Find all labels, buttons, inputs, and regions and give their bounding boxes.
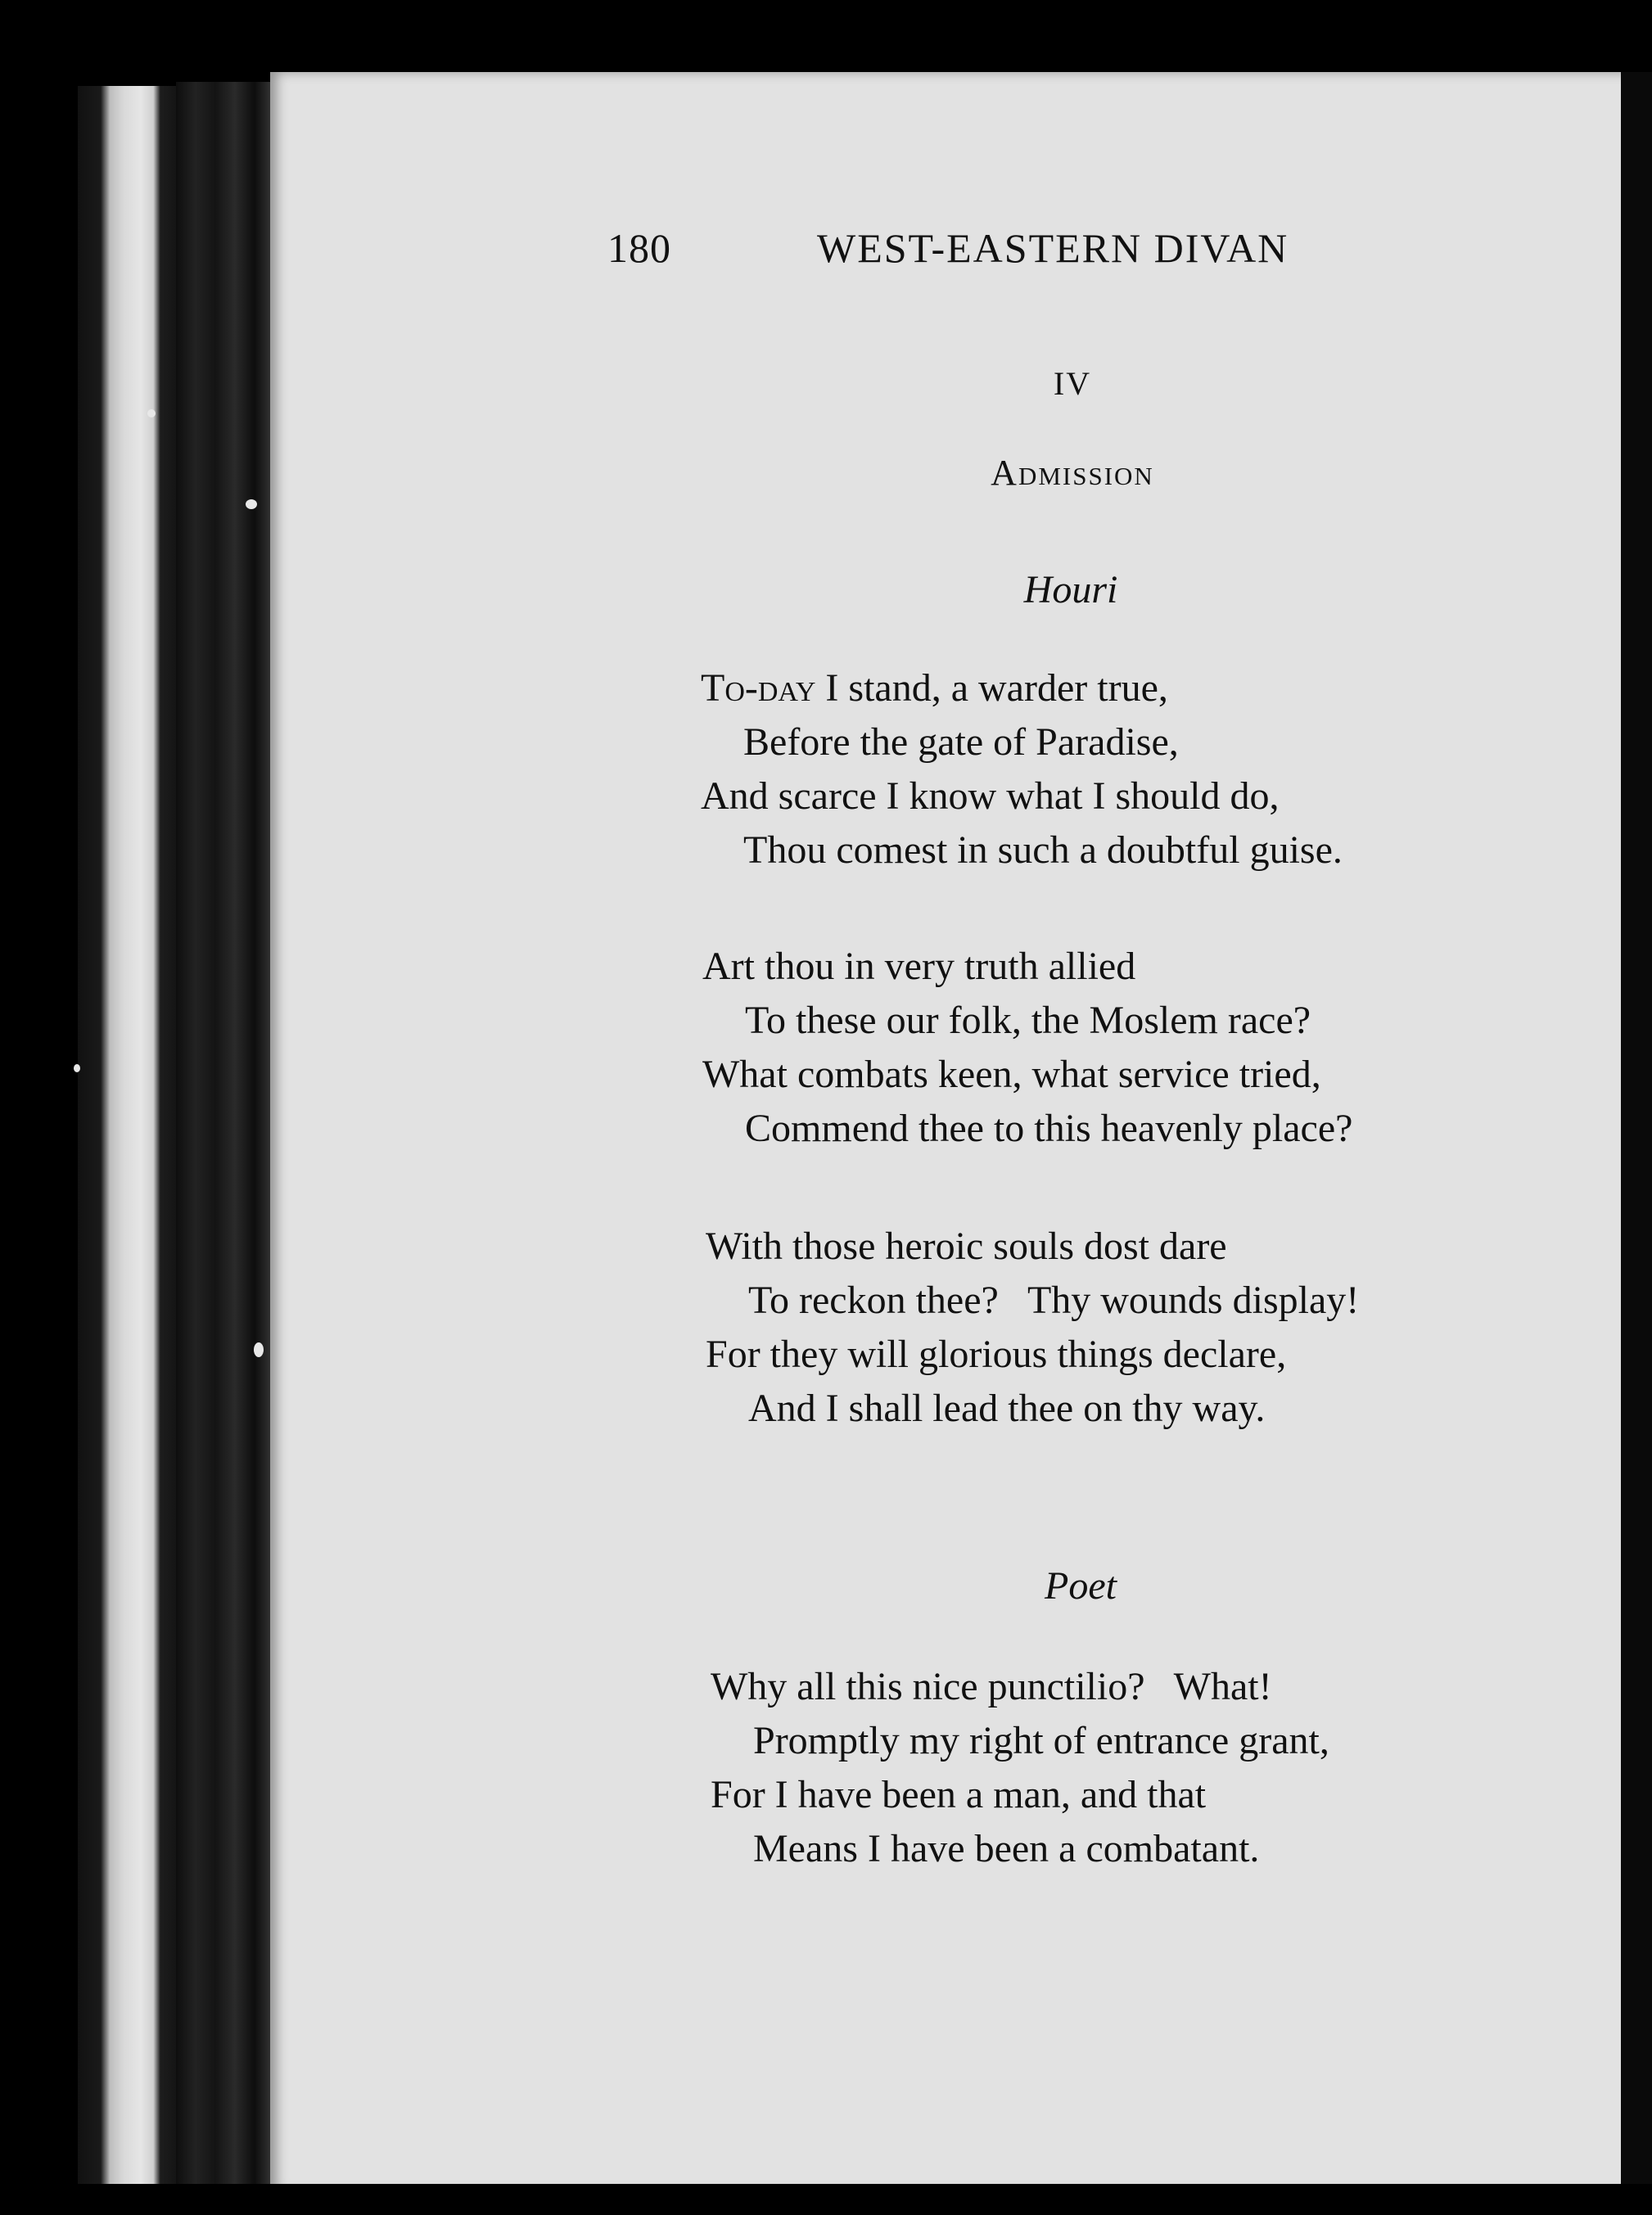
scan-speck (254, 1342, 264, 1357)
verse-line: With those heroic souls dost dare (706, 1225, 1227, 1268)
book-fore-edge (78, 86, 192, 2198)
stanza-3 (706, 1220, 1359, 1436)
verse-line (701, 661, 1343, 715)
scan-border-right (1621, 72, 1652, 2192)
section-number: IV (1053, 365, 1092, 402)
verse-line: Commend thee to this heavenly place? (745, 1107, 1353, 1150)
page-number: 180 (607, 225, 671, 271)
verse-line-text: I stand, a warder true, (815, 666, 1168, 710)
stanza-4 (711, 1660, 1329, 1876)
speaker-houri: Houri (1023, 568, 1118, 611)
verse-line: What combats keen, what service tried, (702, 1053, 1321, 1096)
verse-line: For they will glorious things declare, (706, 1333, 1287, 1376)
verse-line: To reckon thee? Thy wounds display! (748, 1279, 1360, 1322)
verse-line: Means I have been a combatant. (753, 1827, 1260, 1870)
scan-speck (246, 499, 257, 509)
stanza-2 (702, 940, 1352, 1156)
scan-border-bottom (0, 2184, 1652, 2215)
verse-line: And scarce I know what I should do, (701, 774, 1280, 818)
verse-line: Before the gate of Paradise, (743, 720, 1179, 764)
speaker-poet: Poet (1045, 1564, 1117, 1608)
verse-line: To these our folk, the Moslem race? (745, 999, 1311, 1042)
scan-speck (147, 409, 156, 417)
verse-line: Why all this nice punctilio? What! (711, 1665, 1272, 1708)
verse-line: For I have been a man, and that (711, 1773, 1207, 1816)
running-title: WEST-EASTERN DIVAN (817, 225, 1289, 271)
verse-line: Thou comest in such a doubtful guise. (743, 828, 1343, 872)
book-page-stack (176, 82, 274, 2210)
verse-line: And I shall lead thee on thy way. (748, 1387, 1266, 1430)
stanza-1 (701, 661, 1343, 877)
verse-line: Promptly my right of entrance grant, (753, 1719, 1329, 1762)
scan-speck (74, 1064, 80, 1072)
verse-line: Art thou in very truth allied (702, 945, 1136, 988)
section-title: Admission (991, 453, 1154, 493)
verse-opening-word: To-day (701, 666, 816, 710)
